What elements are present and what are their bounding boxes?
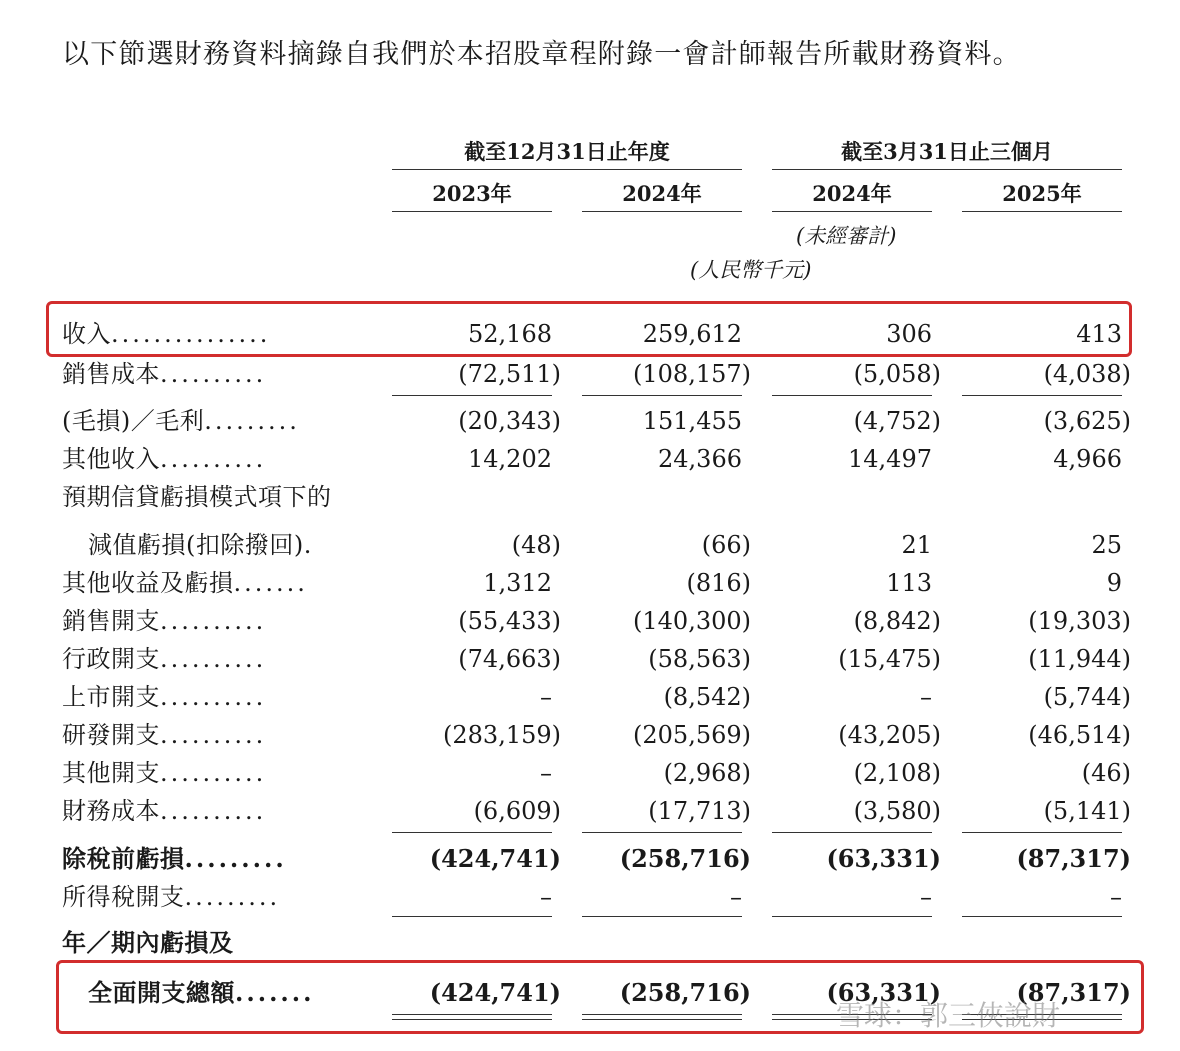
subtotal-rule (392, 832, 552, 833)
row-other-gains-losses (0, 564, 1180, 602)
year-header-2023: 2023年 (432, 181, 512, 206)
highlight-box-revenue (46, 301, 1132, 357)
row-gross-profit (0, 402, 1180, 440)
value-cell: (4,752) (853, 407, 941, 435)
year-rule (582, 211, 742, 212)
row-label: 全面開支總額....... (88, 978, 315, 1007)
value-cell: 4,966 (1053, 445, 1122, 473)
value-cell: (424,741) (429, 978, 561, 1007)
row-label: 銷售成本.......... (62, 360, 267, 388)
value-cell: (816) (686, 569, 751, 597)
value-cell: – (730, 883, 742, 911)
value-cell: – (540, 759, 552, 787)
value-cell: (3,625) (1043, 407, 1131, 435)
year-header-2024-annual: 2024年 (622, 181, 702, 206)
value-cell: (424,741) (429, 844, 561, 873)
year-header-2025-q1: 2025年 (1002, 181, 1082, 206)
value-cell: (5,141) (1043, 797, 1131, 825)
row-loss-heading (0, 924, 1180, 962)
row-label: 其他開支.......... (62, 759, 267, 787)
row-rd-expenses (0, 716, 1180, 754)
value-cell: (140,300) (633, 607, 751, 635)
row-label: 行政開支.......... (62, 645, 267, 673)
value-cell: 1,312 (483, 569, 552, 597)
row-selling-expenses (0, 602, 1180, 640)
row-label: 上市開支.......... (62, 683, 267, 711)
row-income-tax (0, 878, 1180, 916)
header-group-rule-quarterly (772, 169, 1122, 170)
year-rule (392, 211, 552, 212)
value-cell: 413 (1076, 320, 1122, 348)
year-rule (962, 211, 1122, 212)
row-label: 銷售開支.......... (62, 607, 267, 635)
row-label: 減值虧損(扣除撥回). (88, 531, 315, 559)
value-cell: – (920, 683, 932, 711)
value-cell: (17,713) (648, 797, 751, 825)
value-cell: (87,317) (1016, 844, 1131, 873)
value-cell: (8,542) (663, 683, 751, 711)
value-cell: (258,716) (619, 978, 751, 1007)
value-cell: 9 (1106, 569, 1122, 597)
subtotal-rule (772, 395, 932, 396)
subtotal-rule (962, 916, 1122, 917)
row-impairment-loss (0, 526, 1180, 564)
value-cell: (2,968) (663, 759, 751, 787)
row-label: 所得稅開支......... (62, 883, 281, 911)
value-cell: – (540, 883, 552, 911)
value-cell: 52,168 (468, 320, 552, 348)
row-cost-of-sales (0, 355, 1180, 393)
row-label: 年／期內虧損及 (62, 928, 234, 957)
subtotal-rule (582, 832, 742, 833)
year-rule (772, 211, 932, 212)
year-header-2024-q1: 2024年 (812, 181, 892, 206)
subtotal-rule (962, 395, 1122, 396)
value-cell: (15,475) (838, 645, 941, 673)
subtotal-rule (962, 832, 1122, 833)
header-group-rule-annual (392, 169, 742, 170)
value-cell: – (920, 883, 932, 911)
value-cell: 21 (901, 531, 932, 559)
value-cell: 14,202 (468, 445, 552, 473)
value-cell: (3,580) (853, 797, 941, 825)
row-loss-before-tax (0, 840, 1180, 878)
value-cell: (11,944) (1028, 645, 1131, 673)
subtotal-rule (582, 916, 742, 917)
row-label: 財務成本.......... (62, 797, 267, 825)
value-cell: (205,569) (633, 721, 751, 749)
value-cell: (43,205) (838, 721, 941, 749)
row-finance-costs (0, 792, 1180, 830)
value-cell: 259,612 (642, 320, 742, 348)
value-cell: (46) (1081, 759, 1131, 787)
value-cell: 151,455 (642, 407, 742, 435)
row-label: 其他收益及虧損....... (62, 569, 308, 597)
subtotal-rule (392, 395, 552, 396)
subtotal-rule (772, 916, 932, 917)
value-cell: (2,108) (853, 759, 941, 787)
value-cell: – (540, 683, 552, 711)
currency-note: (人民幣千元) (690, 258, 812, 282)
value-cell: 25 (1091, 531, 1122, 559)
intro-text: 以下節選財務資料摘錄自我們於本招股章程附錄一會計師報告所載財務資料。 (62, 39, 1021, 70)
value-cell: (58,563) (648, 645, 751, 673)
value-cell: (87,317) (1016, 978, 1131, 1007)
value-cell: (8,842) (853, 607, 941, 635)
subtotal-rule (582, 395, 742, 396)
header-group-quarterly: 截至3月31日止三個月 (841, 139, 1053, 164)
value-cell: (19,303) (1028, 607, 1131, 635)
row-label: 其他收入.......... (62, 445, 267, 473)
subtotal-rule (392, 916, 552, 917)
value-cell: (63,331) (826, 978, 941, 1007)
value-cell: (108,157) (633, 360, 751, 388)
row-ecl-heading (0, 478, 1180, 516)
value-cell: (63,331) (826, 844, 941, 873)
value-cell: (6,609) (473, 797, 561, 825)
row-label: (毛損)／毛利......... (62, 407, 300, 435)
value-cell: (46,514) (1028, 721, 1131, 749)
value-cell: (74,663) (458, 645, 561, 673)
value-cell: (258,716) (619, 844, 751, 873)
value-cell: (5,058) (853, 360, 941, 388)
value-cell: (48) (511, 531, 561, 559)
value-cell: – (1110, 883, 1122, 911)
value-cell: (4,038) (1043, 360, 1131, 388)
value-cell: (283,159) (443, 721, 561, 749)
value-cell: (72,511) (458, 360, 561, 388)
header-group-annual: 截至12月31日止年度 (464, 139, 670, 164)
value-cell: 113 (886, 569, 932, 597)
row-label: 除稅前虧損......... (62, 844, 287, 873)
row-listing-expenses (0, 678, 1180, 716)
value-cell: 306 (886, 320, 932, 348)
subtotal-rule (772, 832, 932, 833)
row-label: 預期信貸虧損模式項下的 (62, 483, 332, 511)
row-admin-expenses (0, 640, 1180, 678)
watermark: 雪球：郭三俠說財 (836, 999, 1061, 1032)
row-label: 收入............... (62, 320, 271, 348)
row-other-income (0, 440, 1180, 478)
value-cell: (5,744) (1043, 683, 1131, 711)
value-cell: 14,497 (848, 445, 932, 473)
unaudited-note: (未經審計) (796, 224, 897, 248)
value-cell: 24,366 (658, 445, 742, 473)
value-cell: (20,343) (458, 407, 561, 435)
value-cell: (55,433) (458, 607, 561, 635)
value-cell: (66) (701, 531, 751, 559)
row-other-expenses (0, 754, 1180, 792)
row-label: 研發開支.......... (62, 721, 267, 749)
